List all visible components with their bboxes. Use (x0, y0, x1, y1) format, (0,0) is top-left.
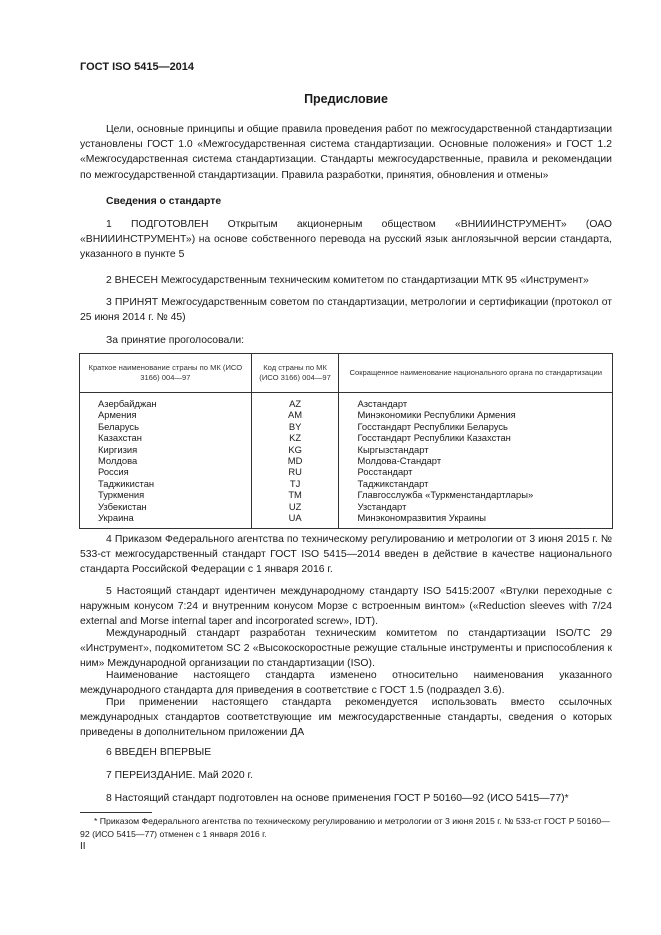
country-cell: Таджикистан (80, 478, 252, 489)
standard-code-header: ГОСТ ISO 5415—2014 (80, 61, 195, 73)
item-4-paragraph: 4 Приказом Федерального агентства по техническому регулированию и метрологии от 3 июня 2015 г. № 533-ст межгосударственный стандарт ГОСТ ISO 5415—2014 введен в действие в качестве национального стандарта Российской Федерации с 1 января 2016 г. (80, 534, 612, 576)
code-cell: TJ (251, 478, 339, 489)
country-cell: Азербайджан (80, 393, 252, 410)
body-cell: Главгосслужба «Туркменстандартлары» (339, 489, 613, 500)
table-row (80, 466, 613, 477)
country-cell: Киргизия (80, 444, 252, 455)
column-header-code: Код страны по МК (ИСО 3166) 004—97 (251, 354, 339, 393)
table-row (80, 393, 613, 410)
country-cell: Узбекистан (80, 501, 252, 512)
item-3-paragraph: 3 ПРИНЯТ Межгосударственным советом по стандартизации, метрологии и сертификации (протокол от 25 июня 2014 г. № 45) (80, 297, 612, 324)
body-cell: Кыргызстандарт (339, 444, 613, 455)
body-cell: Минэкономразвития Украины (339, 512, 613, 529)
table-row (80, 478, 613, 489)
table-row (80, 432, 613, 443)
code-cell: TM (251, 489, 339, 500)
code-cell: UZ (251, 501, 339, 512)
section-heading: Сведения о стандарте (106, 196, 222, 207)
body-cell: Минэкономики Республики Армения (339, 409, 613, 420)
code-cell: AZ (251, 393, 339, 410)
body-cell: Госстандарт Республики Беларусь (339, 421, 613, 432)
item-6-paragraph: 6 ВВЕДЕН ВПЕРВЫЕ (106, 747, 212, 758)
table-header-row (80, 354, 613, 393)
country-cell: Россия (80, 466, 252, 477)
item-7-paragraph: 7 ПЕРЕИЗДАНИЕ. Май 2020 г. (106, 770, 253, 781)
voting-table (79, 353, 613, 529)
table-row (80, 512, 613, 529)
page-number: II (80, 841, 86, 852)
vote-intro: За принятие проголосовали: (106, 335, 245, 346)
code-cell: UA (251, 512, 339, 529)
table-row (80, 501, 613, 512)
body-cell: Азстандарт (339, 393, 613, 410)
table-row (80, 421, 613, 432)
country-cell: Молдова (80, 455, 252, 466)
item-8-paragraph: 8 Настоящий стандарт подготовлен на основе применения ГОСТ Р 50160—92 (ИСО 5415—77)* (106, 793, 569, 804)
footnote: * Приказом Федерального агентства по техническому регулированию и метрологии от 3 июня 2015 г. № 533-ст ГОСТ Р 50160—92 (ИСО 5415—77) отменен с 1 января 2016 г. (80, 816, 610, 839)
item-2-paragraph: 2 ВНЕСЕН Межгосударственным техническим комитетом по стандартизации МТК 95 «Инструмент» (106, 275, 589, 286)
intro-paragraph: Цели, основные принципы и общие правила проведения работ по межгосударственной стандартизации установлены ГОСТ 1.0 «Межгосударственная система стандартизации. Основные положения» и ГОСТ 1.2 «Межгосударственная система стандартизации. Стандарты межгосударственные, правила и рекомендации по межгосударственной стандартизации. Правила разработки, принятия, обновления и отмены» (80, 124, 612, 181)
country-cell: Украина (80, 512, 252, 529)
item-5-title-change-paragraph: Наименование настоящего стандарта изменено относительно наименования указанного международного стандарта для приведения в соответствие с ГОСТ 1.5 (подраздел 3.6). (80, 670, 612, 697)
code-cell: KZ (251, 432, 339, 443)
item-1-paragraph: 1 ПОДГОТОВЛЕН Открытым акционерным обществом «ВНИИИНСТРУМЕНТ» (ОАО «ВНИИИНСТРУМЕНТ») на основе собственного перевода на русский язык англоязычной версии стандарта, указанного в пункте 5 (80, 219, 612, 261)
body-cell: Молдова-Стандарт (339, 455, 613, 466)
code-cell: AM (251, 409, 339, 420)
code-cell: BY (251, 421, 339, 432)
code-cell: RU (251, 466, 339, 477)
body-cell: Таджикстандарт (339, 478, 613, 489)
item-5-paragraph: 5 Настоящий стандарт идентичен международному стандарту ISO 5415:2007 «Втулки переходные с наружным конусом 7:24 и внутренним конусом Морзе с встроенным винтом» («Reduction sleeves with 7/24 external and Morse internal taper and incorporated screw», IDT). (80, 586, 612, 628)
item-5-application-paragraph: При применении настоящего стандарта рекомендуется использовать вместо ссылочных международных стандартов соответствующие им межгосударственные стандарты, сведения о которых приведены в дополнительном приложении ДА (80, 697, 612, 739)
code-cell: MD (251, 455, 339, 466)
table-row (80, 455, 613, 466)
country-cell: Туркмения (80, 489, 252, 500)
code-cell: KG (251, 444, 339, 455)
country-cell: Беларусь (80, 421, 252, 432)
item-5-development-paragraph: Международный стандарт разработан техническим комитетом по стандартизации ISO/TC 29 «Инструмент», подкомитетом SC 2 «Высокоскоростные режущие стальные инструменты и приспособления к ним» Международной организации по стандартизации (ISO). (80, 628, 612, 670)
page-title: Предисловие (304, 92, 388, 106)
body-cell: Росстандарт (339, 466, 613, 477)
table-row (80, 444, 613, 455)
body-cell: Узстандарт (339, 501, 613, 512)
table-row (80, 409, 613, 420)
body-cell: Госстандарт Республики Казахстан (339, 432, 613, 443)
table-row (80, 489, 613, 500)
country-cell: Армения (80, 409, 252, 420)
column-header-body: Сокращенное наименование национального органа по стандартизации (339, 354, 613, 393)
column-header-country: Краткое наименование страны по МК (ИСО 3166) 004—97 (80, 354, 252, 393)
footnote-separator (80, 812, 152, 813)
country-cell: Казахстан (80, 432, 252, 443)
